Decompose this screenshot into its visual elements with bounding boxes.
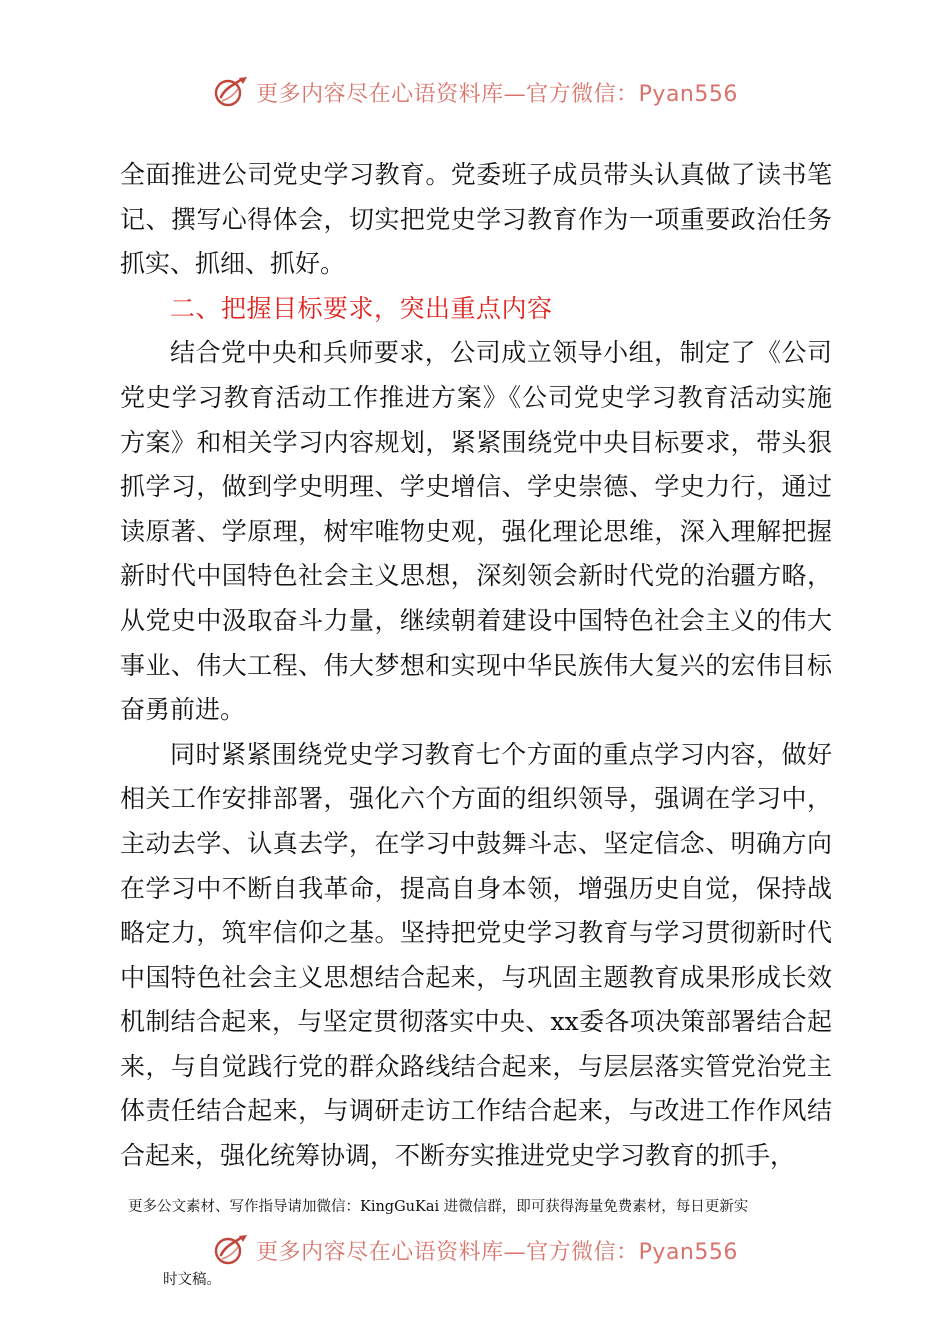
- paragraph-3: 同时紧紧围绕党史学习教育七个方面的重点学习内容，做好相关工作安排部署，强化六个方面的组织领导，强调在学习中，主动去学、认真去学，在学习中鼓舞斗志、坚定信念、明确方向在学习中不断自我革命，提高自身本领，增强历史自觉，保持战略定力，筑牢信仰之基。坚持把党史学习教育与学习贯彻新时代中国特色社会主义思想结合起来，与巩固主题教育成果形成长效机制结合起来，与坚定贯彻落实中央、xx委各项决策部署结合起来，与自觉践行党的群众路线结合起来，与层层落实管党治党主体责任结合起来，与调研走访工作结合起来，与改进工作作风结合起来，强化统筹协调，不断夯实推进党史学习教育的抓手，: [120, 739, 832, 1171]
- pen-circle-logo-icon: [212, 1233, 250, 1267]
- paragraph-2: 结合党中央和兵师要求，公司成立领导小组，制定了《公司党史学习教育活动工作推进方案》《公司党史学习教育活动实施方案》和相关学习内容规划，紧紧围绕党中央目标要求，带头狠抓学习，做到学史明理、学史增信、学史崇德、学史力行，通过读原著、学原理，树牢唯物史观，强化理论思维，深入理解把握新时代中国特色社会主义思想，深刻领会新时代党的治疆方略，从党史中汲取奋斗力量，继续朝着建设中国特色社会主义的伟大事业、伟大工程、伟大梦想和实现中华民族伟大复兴的宏伟目标奋勇前进。: [120, 338, 832, 725]
- top-watermark: [0, 72, 950, 112]
- document-body: [120, 153, 832, 1179]
- footer-note: 更多公文素材、写作指导请加微信：KingGuKai 进微信群，即可获得海量免费素材，每日更新实: [128, 1199, 749, 1215]
- watermark-text: 更多内容尽在心语资料库—官方微信：Pyan556: [256, 81, 738, 107]
- paragraph-1: 全面推进公司党史学习教育。党委班子成员带头认真做了读书笔记、撰写心得体会，切实把党史学习教育作为一项重要政治任务抓实、抓细、抓好。: [120, 160, 832, 279]
- footer-tail: 时文稿。: [163, 1272, 221, 1288]
- watermark-text: 更多内容尽在心语资料库—官方微信：Pyan556: [256, 1239, 738, 1265]
- pen-circle-logo-icon: [212, 75, 250, 109]
- bottom-watermark: [0, 1230, 950, 1270]
- section-heading-2: 二、把握目标要求，突出重点内容: [170, 293, 553, 323]
